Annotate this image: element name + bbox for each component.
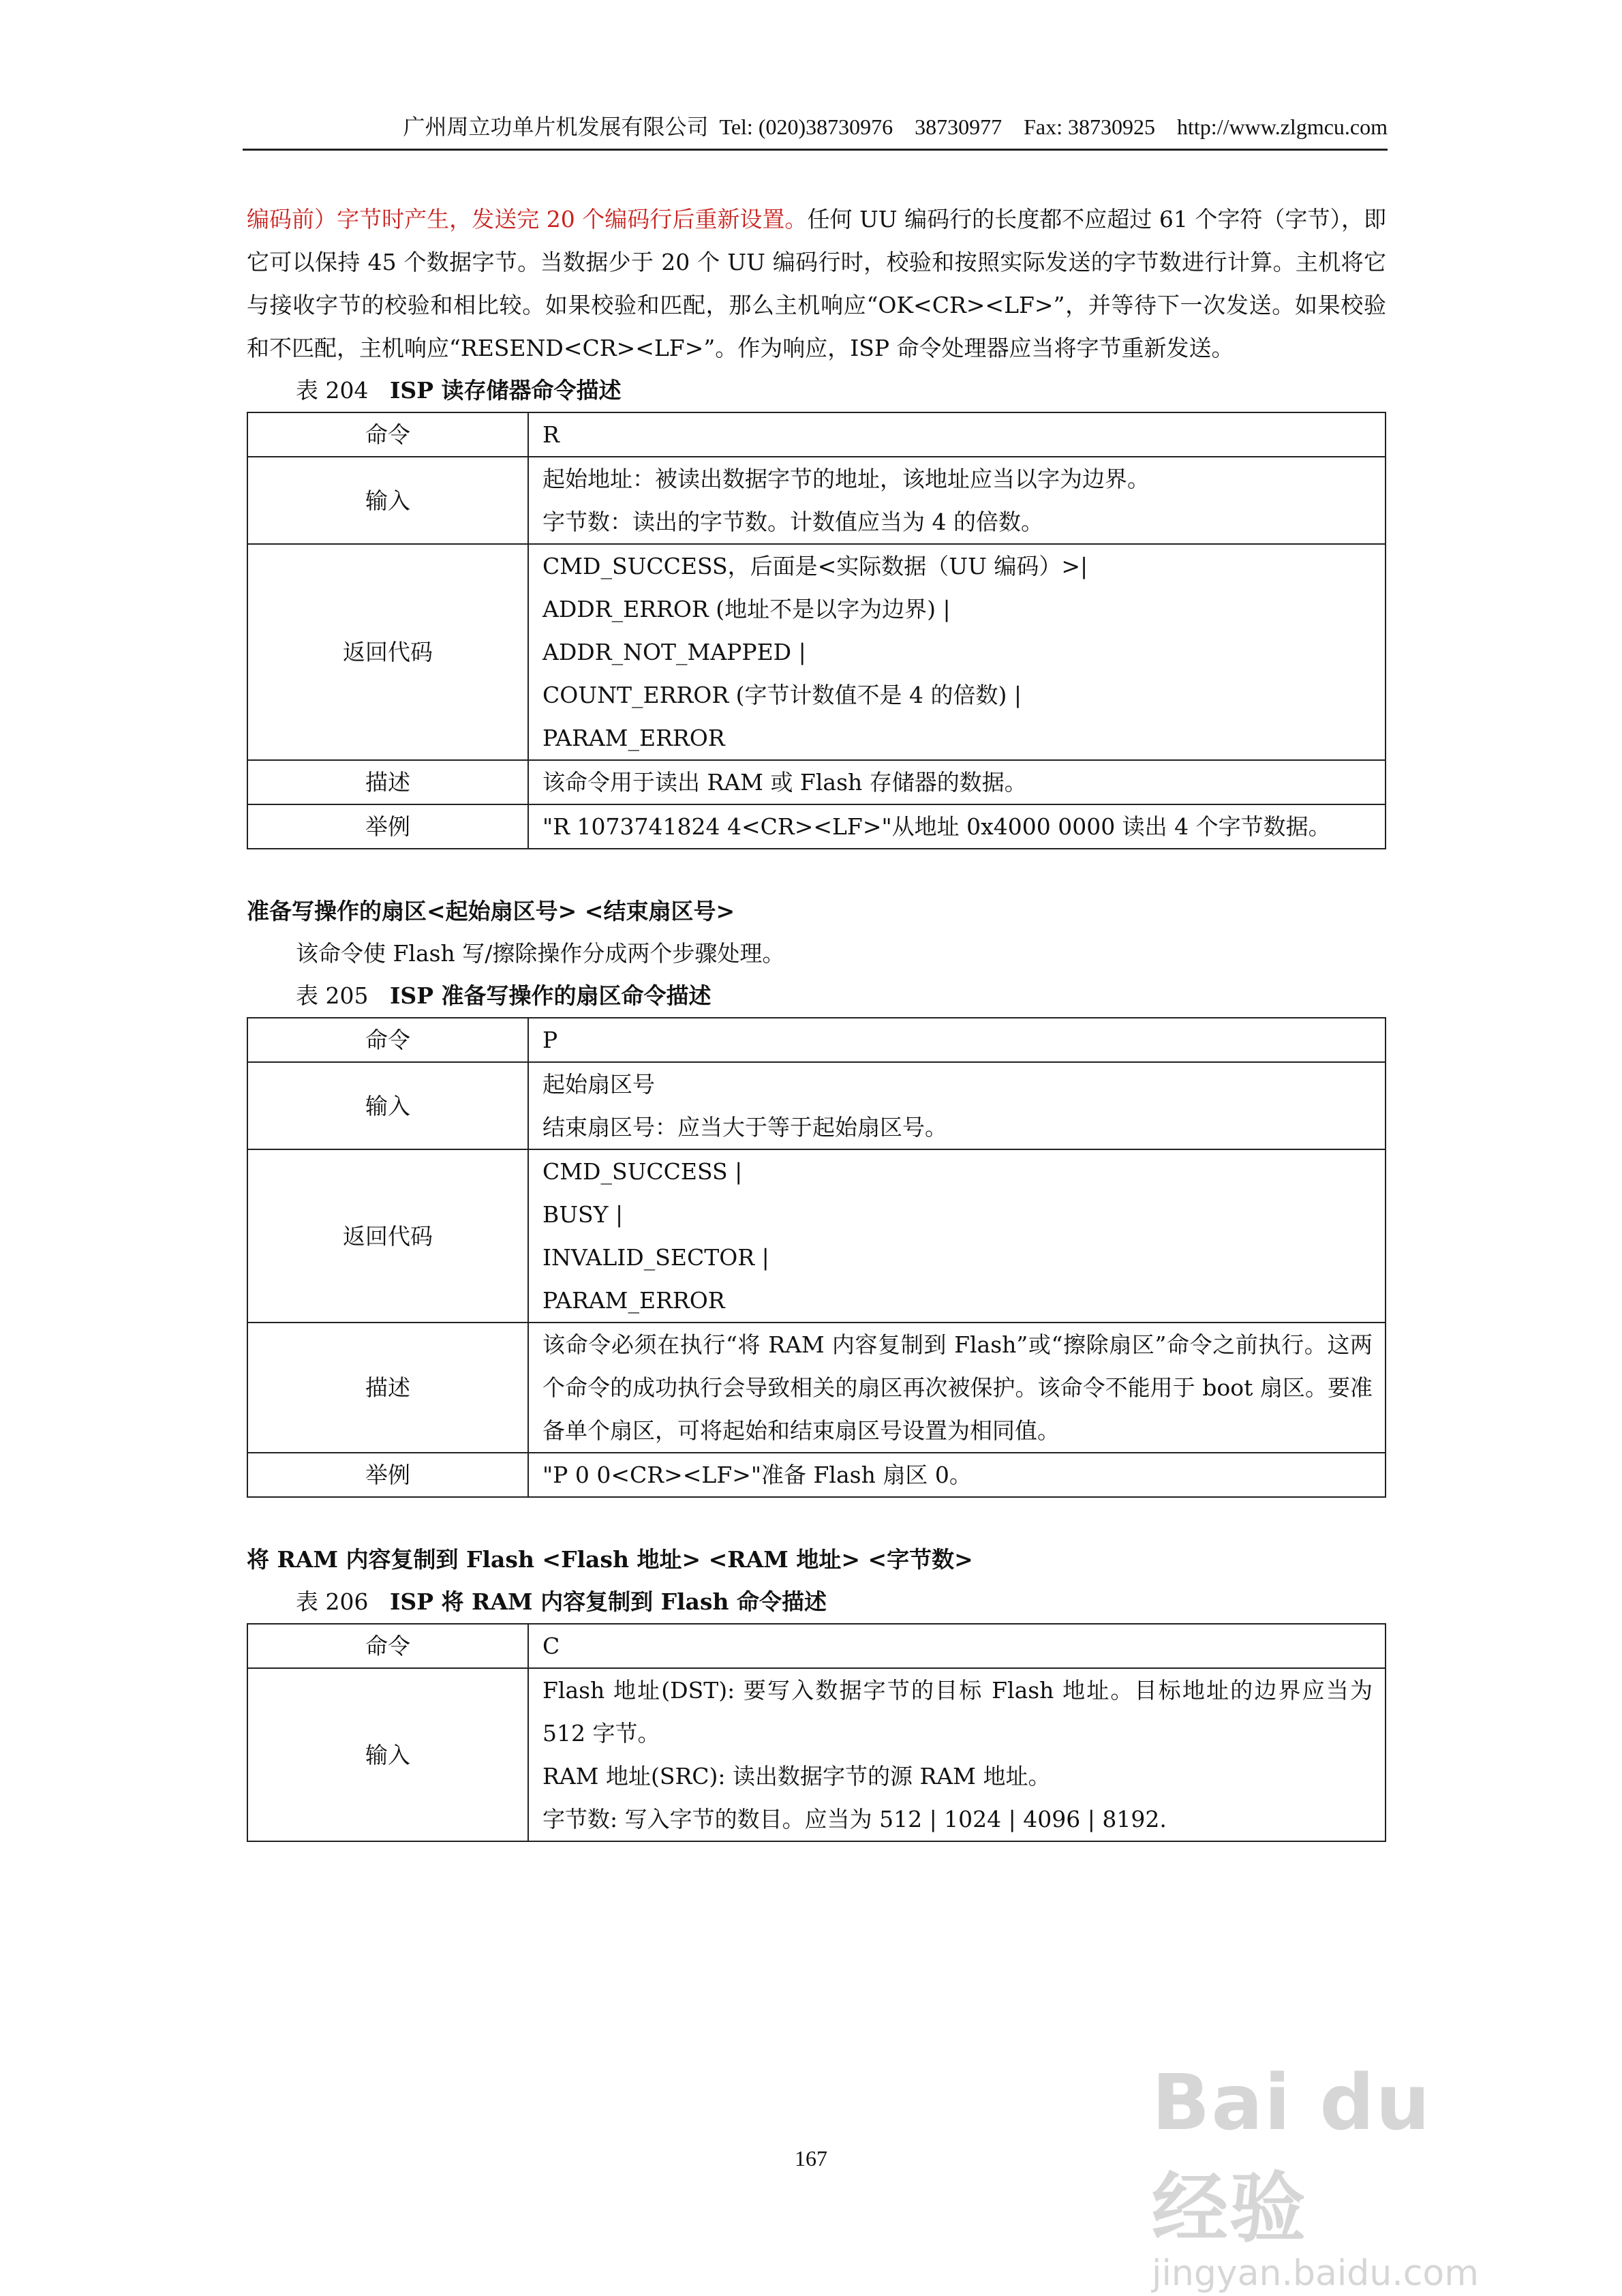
cell-value [528, 544, 1386, 760]
cell-value: 该命令用于读出 RAM 或 Flash 存储器的数据。 [528, 760, 1386, 804]
cell-line: CMD_SUCCESS，后面是<实际数据（UU 编码）>| [542, 553, 1088, 579]
cell-line: 结束扇区号：应当大于等于起始扇区号。 [542, 1114, 947, 1141]
cell-line: Flash 地址(DST): 要写入数据字节的目标 Flash 地址。目标地址的边界应当为 512 字节。 [542, 1677, 1373, 1747]
table-204-caption [296, 369, 1386, 412]
page-content [247, 198, 1386, 1842]
table-206 [247, 1623, 1386, 1842]
cell-line: 字节数：读出的字节数。计数值应当为 4 的倍数。 [542, 509, 1043, 535]
table-204-caption-title: ISP 读存储器命令描述 [389, 377, 622, 404]
table-204 [247, 412, 1386, 849]
cell-label: 描述 [247, 760, 528, 804]
table-row [247, 804, 1386, 849]
cell-line: 字节数: 写入字节的数目。应当为 512 | 1024 | 4096 | 8192. [542, 1806, 1167, 1832]
header-fax: Fax: 38730925 [1024, 115, 1156, 139]
cell-line: ADDR_NOT_MAPPED | [542, 639, 806, 665]
table-row [247, 412, 1386, 457]
cell-label: 输入 [247, 1062, 528, 1149]
cell-line: PARAM_ERROR [542, 1287, 725, 1314]
cell-line: COUNT_ERROR (字节计数值不是 4 的倍数) | [542, 682, 1022, 708]
section-205-desc: 该命令使 Flash 写/擦除操作分成两个步骤处理。 [296, 940, 785, 967]
cell-label: 举例 [247, 1453, 528, 1497]
cell-value: "R 1073741824 4<CR><LF>"从地址 0x4000 0000 读出 4 个字节数据。 [528, 804, 1386, 849]
table-row [247, 1668, 1386, 1841]
table-205 [247, 1017, 1386, 1498]
cell-value [528, 1062, 1386, 1149]
section-206-heading: 将 RAM 内容复制到 Flash <Flash 地址> <RAM 地址> <字节数> [247, 1546, 973, 1573]
cell-line: 起始扇区号 [542, 1071, 655, 1098]
table-row [247, 760, 1386, 804]
cell-label: 输入 [247, 1668, 528, 1841]
table-205-caption-title: ISP 准备写操作的扇区命令描述 [389, 982, 711, 1009]
header-tel2: 38730977 [915, 115, 1003, 139]
cell-line: 起始地址：被读出数据字节的地址，该地址应当以字为边界。 [542, 466, 1150, 492]
section-205-heading: 准备写操作的扇区<起始扇区号> <结束扇区号> [247, 898, 735, 924]
header-company: 广州周立功单片机发展有限公司 [403, 115, 709, 139]
table-row [247, 1062, 1386, 1149]
header-url[interactable]: http://www.zlgmcu.com [1177, 115, 1388, 139]
table-row [247, 457, 1386, 544]
table-row [247, 544, 1386, 760]
cell-value: "P 0 0<CR><LF>"准备 Flash 扇区 0。 [528, 1453, 1386, 1497]
table-205-caption [296, 975, 1386, 1017]
cell-label: 举例 [247, 804, 528, 849]
watermark-logo: Bai du 经验 [1152, 2059, 1432, 2253]
cell-label: 描述 [247, 1323, 528, 1453]
page-header [243, 110, 1388, 151]
table-205-caption-num: 表 205 [296, 982, 369, 1009]
table-206-caption-title: ISP 将 RAM 内容复制到 Flash 命令描述 [389, 1588, 827, 1615]
cell-value: R [528, 412, 1386, 457]
table-206-caption-num: 表 206 [296, 1588, 369, 1615]
table-206-caption [296, 1581, 1386, 1623]
cell-label: 命令 [247, 412, 528, 457]
cell-line: BUSY | [542, 1201, 624, 1228]
cell-line: CMD_SUCCESS | [542, 1158, 743, 1185]
table-row [247, 1624, 1386, 1668]
header-tel: Tel: (020)38730976 [719, 115, 893, 139]
baidu-watermark [1152, 2059, 1533, 2294]
cell-line: PARAM_ERROR [542, 725, 725, 751]
cell-label: 返回代码 [247, 1149, 528, 1323]
cell-label: 返回代码 [247, 544, 528, 760]
watermark-url: jingyan.baidu.com [1152, 2253, 1479, 2294]
cell-line: INVALID_SECTOR | [542, 1244, 769, 1271]
cell-label: 输入 [247, 457, 528, 544]
table-row [247, 1018, 1386, 1062]
page-number: 167 [795, 2146, 827, 2171]
table-row [247, 1149, 1386, 1323]
intro-text: 任何 UU 编码行的长度都不应超过 61 个字符（字节），即它可以保持 45 个数据字节。当数据少于 20 个 UU 编码行时，校验和按照实际发送的字节数进行计算。主机将它与接收字节的校验和相比较。如果校验和匹配，那么主机响应“OK<CR><LF>”，并等待下一次发送。如果校验和不匹配，主机响应“RESEND<CR><LF>”。作为响应，ISP 命令处理器应当将字节重新发送。 [247, 206, 1386, 361]
table-204-caption-num: 表 204 [296, 377, 369, 404]
cell-label: 命令 [247, 1018, 528, 1062]
cell-value [528, 1668, 1386, 1841]
cell-value: C [528, 1624, 1386, 1668]
cell-line: RAM 地址(SRC): 读出数据字节的源 RAM 地址。 [542, 1763, 1051, 1789]
table-row [247, 1323, 1386, 1453]
cell-line: ADDR_ERROR (地址不是以字为边界) | [542, 596, 951, 622]
cell-value: P [528, 1018, 1386, 1062]
cell-label: 命令 [247, 1624, 528, 1668]
cell-value [528, 1149, 1386, 1323]
table-row [247, 1453, 1386, 1497]
cell-value [528, 457, 1386, 544]
intro-red-text: 编码前）字节时产生，发送完 20 个编码行后重新设置。 [247, 206, 808, 232]
cell-value: 该命令必须在执行“将 RAM 内容复制到 Flash”或“擦除扇区”命令之前执行。这两个命令的成功执行会导致相关的扇区再次被保护。该命令不能用于 boot 扇区。要准备单个扇区，可将起始和结束扇区号设置为相同值。 [528, 1323, 1386, 1453]
intro-paragraph [247, 198, 1386, 369]
